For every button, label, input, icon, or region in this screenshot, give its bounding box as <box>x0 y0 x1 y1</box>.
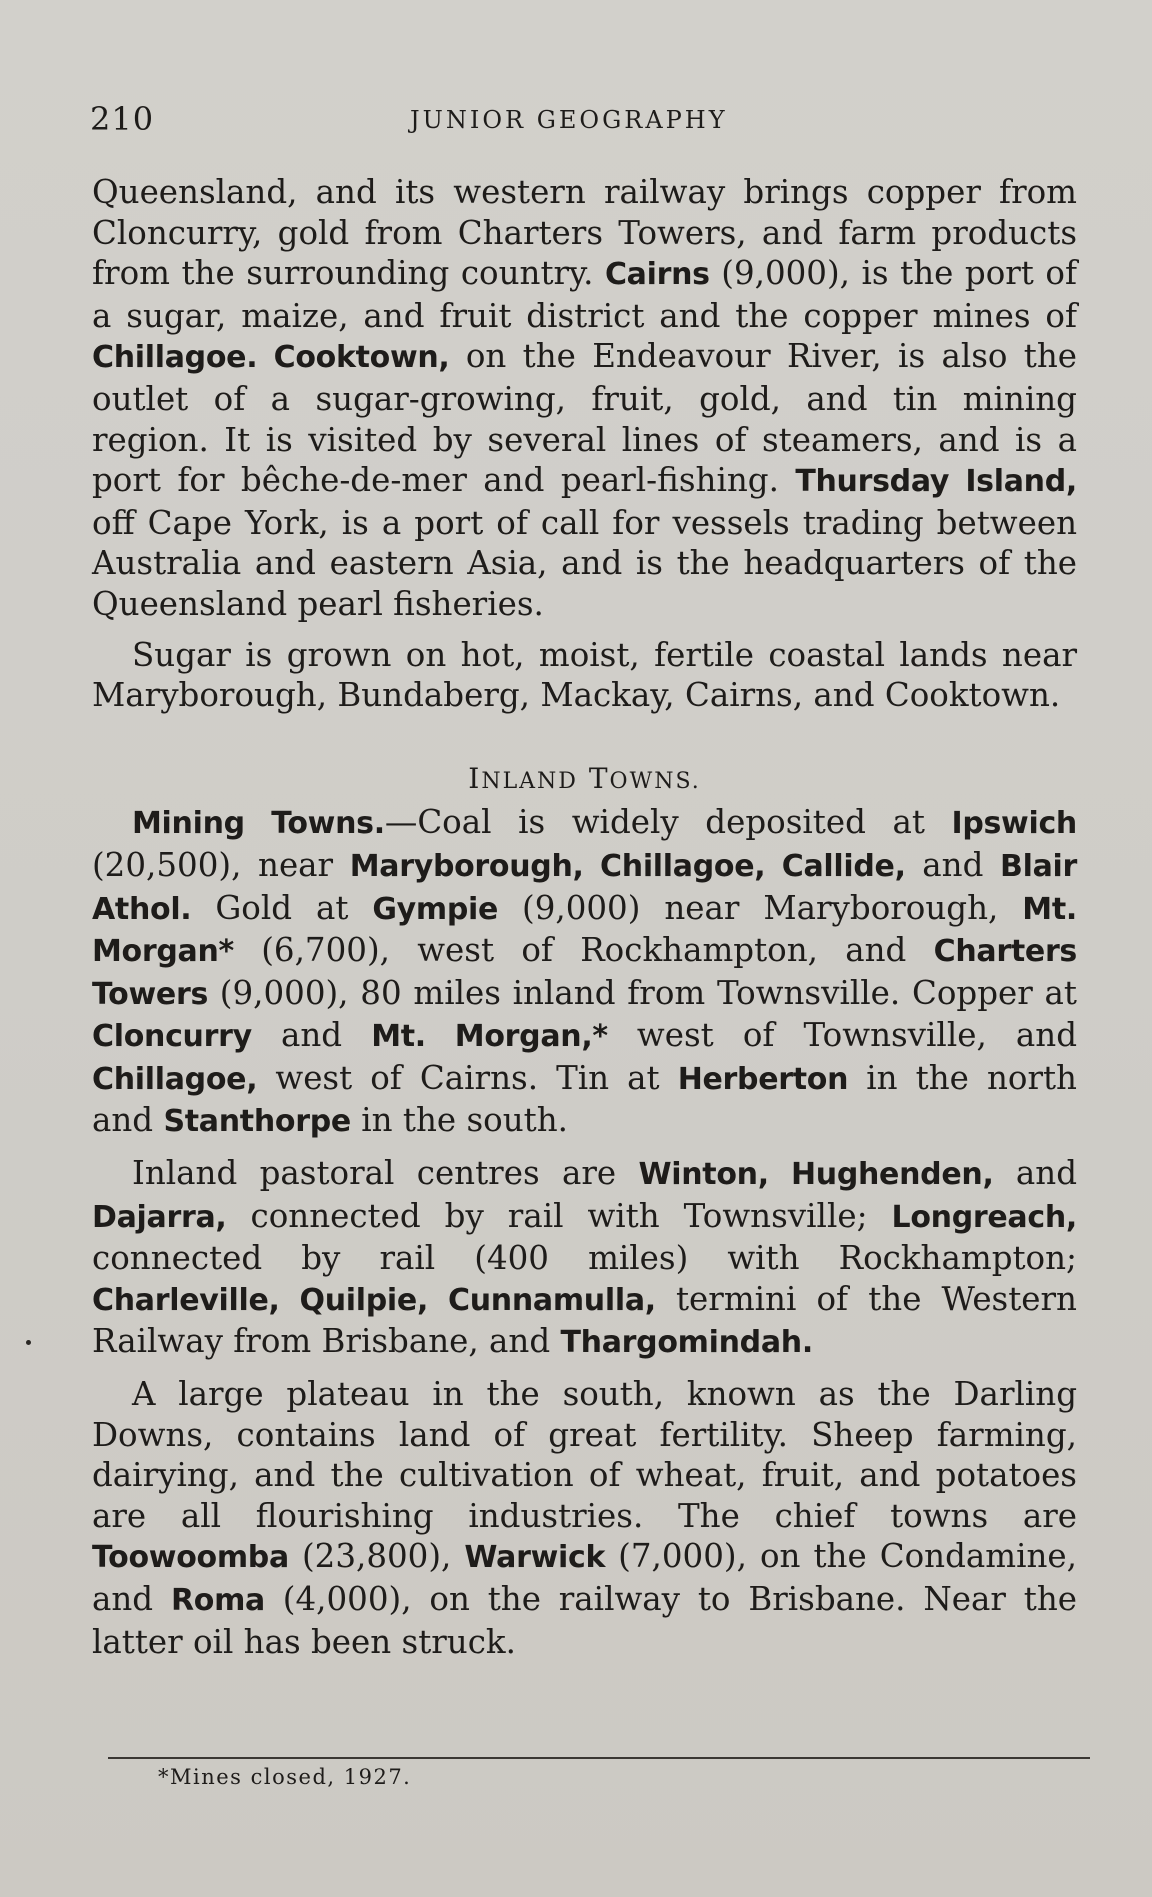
text-run: termini of the Western Railway from Brisbane, and <box>92 1279 1077 1361</box>
text-run: connected by rail (400 miles) with Rockhampton; <box>92 1239 1077 1278</box>
paragraph-darling-downs <box>92 1374 1077 1662</box>
text-run: (6,700), west of Rockhampton, and <box>233 931 934 970</box>
place-name: Roma <box>170 1583 265 1618</box>
place-name: Winton, Hughenden, <box>638 1157 994 1193</box>
text-run: A large plateau in the south, known as the Darling Downs, contains land of great fertility. Sheep farming, dairying, and the cultivation of wheat, fruit, and potatoes are all flourishing industries. The chief towns are <box>92 1375 1077 1535</box>
heading-capital: T <box>588 761 610 795</box>
section-spacer <box>92 716 1077 759</box>
text-run: west of Cairns. Tin at <box>257 1058 678 1097</box>
place-name: Toowoomba <box>92 1540 289 1576</box>
place-name: Maryborough, Chillagoe, Callide, <box>349 848 906 884</box>
text-run: (4,000), on the railway to Brisbane. Near the latter oil has been struck. <box>92 1580 1077 1661</box>
text-run: (9,000) near Maryborough, <box>498 888 1023 927</box>
place-name: Dajarra, <box>92 1199 227 1235</box>
text-run: and <box>251 1016 372 1055</box>
text-run: west of Townsville, and <box>607 1016 1077 1055</box>
paragraph-sugar <box>92 635 1077 716</box>
text-run <box>257 337 273 375</box>
text-run: Gold at <box>191 888 373 927</box>
footnote-rule <box>108 1757 1090 1759</box>
text-run: (7,000), on the Condamine, and <box>92 1537 1077 1618</box>
text-run: Queensland, and its western railway brings copper from Cloncurry, gold from Charters Towers, and farm products from the surrounding country. <box>92 173 1077 293</box>
body-text <box>92 172 1077 1662</box>
section-heading <box>92 759 1077 803</box>
place-name: Blair Athol. <box>92 848 1077 927</box>
text-run: Sugar is grown on hot, moist, fertile coastal lands near Maryborough, Bundaberg, Mackay, Cairns, and Cooktown. <box>92 635 1077 715</box>
place-name: Thursday Island, <box>795 464 1077 500</box>
heading-capital: I <box>468 761 482 795</box>
text-run: (9,000), 80 miles inland from Townsville. Copper at <box>208 973 1077 1012</box>
place-name: Gympie <box>372 891 499 927</box>
heading-small-caps: NLAND <box>481 768 578 794</box>
place-name: Cloncurry <box>92 1019 252 1055</box>
place-name: Thargomindah. <box>560 1325 813 1361</box>
place-name: Mt. Morgan,* <box>371 1019 608 1055</box>
paragraph-mining-towns <box>92 802 1077 1143</box>
place-name: Chillagoe, <box>92 1061 258 1097</box>
place-name: Ipswich <box>951 806 1077 842</box>
page-number: 210 <box>90 100 155 138</box>
text-run: Inland pastoral centres are <box>132 1154 639 1193</box>
place-name: Cairns <box>604 257 710 293</box>
text-run: and <box>993 1154 1078 1193</box>
place-name: Charleville, Quilpie, Cunnamulla, <box>92 1282 656 1318</box>
text-run: connected by rail with Townsville; <box>226 1196 892 1235</box>
text-run: and <box>905 845 1001 884</box>
place-name: Mt. Morgan* <box>92 891 1077 970</box>
place-name: Chillagoe. <box>92 340 258 376</box>
place-name: Herberton <box>677 1061 849 1097</box>
page-speck <box>26 1340 31 1345</box>
place-name: Charters Towers <box>92 934 1077 1012</box>
text-run: (23,800), <box>288 1537 465 1576</box>
footnote: *Mines closed, 1927. <box>158 1765 412 1789</box>
place-name: Warwick <box>464 1540 606 1576</box>
text-run: on the Endeavour River, is also the outlet of a sugar-growing, fruit, gold, and tin mining region. It is visited by several lines of steamers, and is a port for bêche-de-mer and pearl-fishing. <box>92 337 1077 500</box>
text-run: (20,500), near <box>92 845 350 884</box>
running-head: JUNIOR GEOGRAPHY <box>410 106 728 134</box>
page-header <box>90 100 1080 140</box>
paragraph-lead-term: Mining Towns. <box>132 806 385 842</box>
place-name: Stanthorpe <box>163 1104 351 1140</box>
place-name: Cooktown, <box>273 340 450 376</box>
place-name: Longreach, <box>891 1199 1077 1235</box>
paragraph-queensland-ports <box>92 172 1077 625</box>
text-run: off Cape York, is a port of call for vessels trading between Australia and eastern Asia, and is the headquarters of the Queensland pearl fisheries. <box>92 503 1077 623</box>
text-run: in the south. <box>350 1101 568 1140</box>
paragraph-pastoral-centres <box>92 1153 1077 1364</box>
text-run: in the north and <box>92 1058 1077 1140</box>
heading-small-caps: OWNS. <box>609 768 701 794</box>
text-run: (9,000), is the port of a sugar, maize, and fruit district and the copper mines of <box>92 254 1077 335</box>
text-run: —Coal is widely deposited at <box>384 803 952 842</box>
